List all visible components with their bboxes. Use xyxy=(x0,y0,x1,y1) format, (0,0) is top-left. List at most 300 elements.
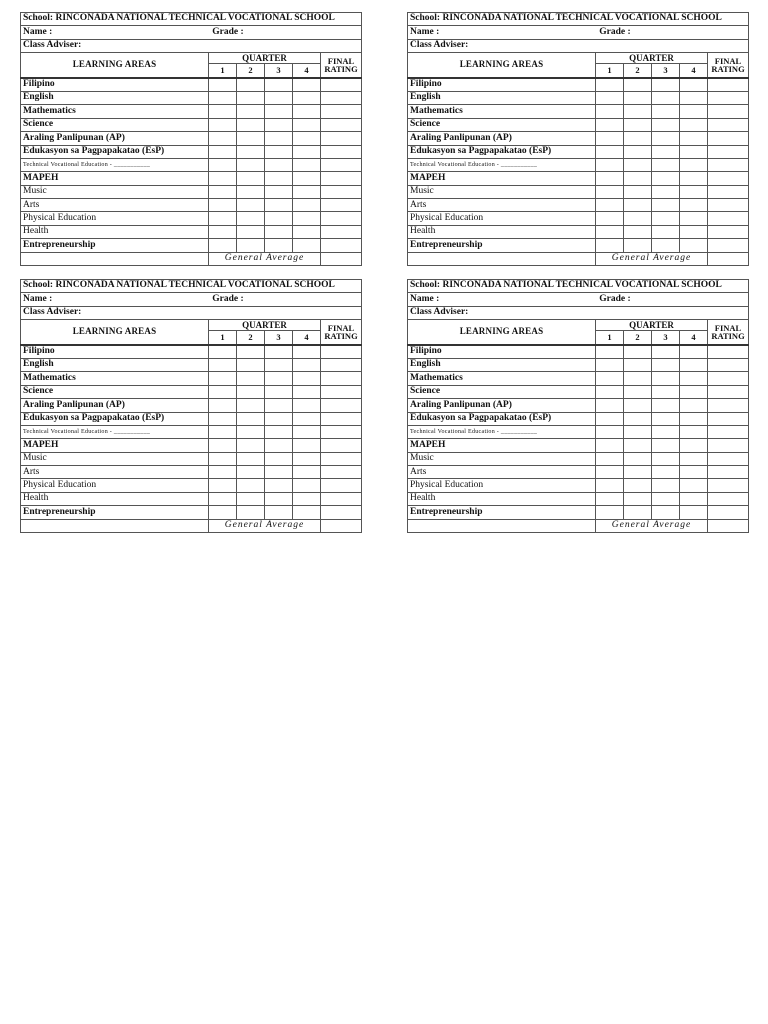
name-label: Name : xyxy=(410,293,440,304)
quarter-grade-cell xyxy=(652,105,680,118)
final-rating-header-line2: RATING xyxy=(711,330,745,341)
subject-row xyxy=(408,358,749,371)
adviser-row xyxy=(21,39,362,52)
quarter-grade-cell xyxy=(652,492,680,505)
final-rating-cell xyxy=(321,439,362,452)
subject-label: Mathematics xyxy=(21,105,209,118)
quarter-grade-cell xyxy=(237,399,265,412)
quarter-number: 1 xyxy=(209,64,237,78)
name-grade-row xyxy=(408,293,749,306)
subject-row xyxy=(21,452,362,465)
final-rating-cell xyxy=(708,118,749,131)
grades-table xyxy=(20,279,362,533)
quarter-grade-cell xyxy=(237,385,265,398)
subject-row xyxy=(408,506,749,519)
quarter-header: QUARTER xyxy=(596,53,708,64)
subject-row xyxy=(21,199,362,212)
quarter-grade-cell xyxy=(209,479,237,492)
subject-label: Araling Panlipunan (AP) xyxy=(21,132,209,145)
quarter-number: 2 xyxy=(624,331,652,345)
name-label: Name : xyxy=(23,26,53,37)
subject-label: Filipino xyxy=(21,345,209,359)
quarter-grade-cell xyxy=(293,185,321,198)
quarter-grade-cell xyxy=(237,345,265,359)
subject-row xyxy=(21,185,362,198)
quarter-grade-cell xyxy=(265,506,293,519)
quarter-grade-cell xyxy=(265,91,293,104)
subject-row xyxy=(408,212,749,225)
subject-label: Science xyxy=(408,118,596,131)
final-rating-cell xyxy=(321,185,362,198)
subject-label: Physical Education xyxy=(21,212,209,225)
subject-label: Health xyxy=(408,492,596,505)
quarter-grade-cell xyxy=(209,412,237,425)
quarter-grade-cell xyxy=(624,479,652,492)
subject-row xyxy=(408,145,749,158)
subject-label: Araling Panlipunan (AP) xyxy=(21,399,209,412)
quarter-grade-cell xyxy=(624,78,652,92)
quarter-grade-cell xyxy=(652,145,680,158)
quarter-grade-cell xyxy=(265,425,293,438)
subject-label: Edukasyon sa Pagpapakatao (EsP) xyxy=(408,145,596,158)
quarter-grade-cell xyxy=(652,439,680,452)
final-rating-cell xyxy=(321,358,362,371)
subject-label: Filipino xyxy=(408,78,596,92)
subject-row xyxy=(408,439,749,452)
quarter-grade-cell xyxy=(293,372,321,385)
final-rating-cell xyxy=(321,452,362,465)
school-row xyxy=(21,13,362,26)
quarter-number: 1 xyxy=(209,331,237,345)
final-rating-cell xyxy=(321,132,362,145)
quarter-grade-cell xyxy=(596,132,624,145)
final-rating-cell xyxy=(708,506,749,519)
quarter-grade-cell xyxy=(293,158,321,171)
quarter-grade-cell xyxy=(624,439,652,452)
quarter-grade-cell xyxy=(209,466,237,479)
subject-row xyxy=(21,425,362,438)
general-average-spacer xyxy=(21,519,209,532)
quarter-grade-cell xyxy=(237,185,265,198)
subject-label: Health xyxy=(21,225,209,238)
quarter-grade-cell xyxy=(237,358,265,371)
adviser-row xyxy=(408,39,749,52)
final-rating-cell xyxy=(321,225,362,238)
quarter-grade-cell xyxy=(265,172,293,185)
quarter-grade-cell xyxy=(652,225,680,238)
subject-label: Arts xyxy=(21,466,209,479)
adviser-row xyxy=(21,306,362,319)
quarter-grade-cell xyxy=(680,145,708,158)
report-card-top-right xyxy=(407,12,748,266)
subject-label: Science xyxy=(21,118,209,131)
quarter-grade-cell xyxy=(624,372,652,385)
final-rating-cell xyxy=(708,385,749,398)
school-label: School: RINCONADA NATIONAL TECHNICAL VOCATIONAL SCHOOL xyxy=(21,13,362,26)
quarter-grade-cell xyxy=(237,225,265,238)
quarter-grade-cell xyxy=(293,492,321,505)
quarter-grade-cell xyxy=(237,439,265,452)
final-rating-cell xyxy=(708,372,749,385)
subject-row xyxy=(408,452,749,465)
subject-label: Physical Education xyxy=(21,479,209,492)
quarter-number: 1 xyxy=(596,331,624,345)
quarter-grade-cell xyxy=(293,91,321,104)
subject-label: English xyxy=(408,91,596,104)
subject-row xyxy=(408,385,749,398)
general-average-cell xyxy=(321,519,362,532)
subject-row xyxy=(21,172,362,185)
grade-label: Grade : xyxy=(212,293,244,304)
quarter-grade-cell xyxy=(209,452,237,465)
quarter-grade-cell xyxy=(680,185,708,198)
quarter-grade-cell xyxy=(237,372,265,385)
subject-row xyxy=(21,91,362,104)
quarter-grade-cell xyxy=(652,199,680,212)
quarter-grade-cell xyxy=(624,212,652,225)
school-row xyxy=(408,13,749,26)
school-label: School: RINCONADA NATIONAL TECHNICAL VOCATIONAL SCHOOL xyxy=(408,13,749,26)
table-header-row xyxy=(408,320,749,331)
subject-row xyxy=(408,91,749,104)
quarter-grade-cell xyxy=(596,399,624,412)
subject-label: Mathematics xyxy=(408,372,596,385)
class-adviser-label: Class Adviser: xyxy=(21,306,362,319)
quarter-grade-cell xyxy=(652,385,680,398)
quarter-grade-cell xyxy=(265,199,293,212)
subject-label: MAPEH xyxy=(21,439,209,452)
quarter-grade-cell xyxy=(596,239,624,252)
quarter-grade-cell xyxy=(596,345,624,359)
general-average-spacer xyxy=(408,519,596,532)
quarter-grade-cell xyxy=(293,385,321,398)
quarter-grade-cell xyxy=(624,185,652,198)
subject-row xyxy=(21,385,362,398)
final-rating-cell xyxy=(321,479,362,492)
quarter-grade-cell xyxy=(680,199,708,212)
general-average-row xyxy=(408,519,749,532)
quarter-grade-cell xyxy=(680,239,708,252)
subject-label: Music xyxy=(21,185,209,198)
quarter-grade-cell xyxy=(652,212,680,225)
quarter-number: 1 xyxy=(596,64,624,78)
quarter-grade-cell xyxy=(652,358,680,371)
quarter-grade-cell xyxy=(265,372,293,385)
quarter-grade-cell xyxy=(596,385,624,398)
subject-row xyxy=(21,212,362,225)
final-rating-cell xyxy=(708,199,749,212)
quarter-grade-cell xyxy=(624,385,652,398)
subject-row xyxy=(408,105,749,118)
quarter-grade-cell xyxy=(209,439,237,452)
quarter-grade-cell xyxy=(680,385,708,398)
final-rating-header-line2: RATING xyxy=(324,63,358,74)
quarter-header: QUARTER xyxy=(209,320,321,331)
quarter-grade-cell xyxy=(209,172,237,185)
subject-label: Araling Panlipunan (AP) xyxy=(408,132,596,145)
subject-label: Mathematics xyxy=(21,372,209,385)
quarter-grade-cell xyxy=(624,132,652,145)
final-rating-cell xyxy=(708,399,749,412)
quarter-grade-cell xyxy=(237,199,265,212)
quarter-grade-cell xyxy=(265,145,293,158)
final-rating-cell xyxy=(321,466,362,479)
final-rating-cell xyxy=(321,158,362,171)
quarter-grade-cell xyxy=(624,199,652,212)
subject-label: Music xyxy=(21,452,209,465)
quarter-grade-cell xyxy=(209,399,237,412)
school-row xyxy=(408,280,749,293)
quarter-grade-cell xyxy=(293,225,321,238)
final-rating-cell xyxy=(708,185,749,198)
report-card-bottom-right xyxy=(407,279,748,533)
quarter-grade-cell xyxy=(237,105,265,118)
subject-row xyxy=(21,479,362,492)
quarter-grade-cell xyxy=(652,466,680,479)
quarter-grade-cell xyxy=(596,172,624,185)
quarter-grade-cell xyxy=(596,105,624,118)
subject-label: Arts xyxy=(408,466,596,479)
quarter-grade-cell xyxy=(293,132,321,145)
table-header-row xyxy=(21,320,362,331)
quarter-grade-cell xyxy=(680,372,708,385)
grade-label: Grade : xyxy=(599,293,631,304)
quarter-grade-cell xyxy=(596,212,624,225)
subject-row xyxy=(21,225,362,238)
subject-label: Music xyxy=(408,185,596,198)
final-rating-cell xyxy=(321,91,362,104)
final-rating-header xyxy=(321,53,362,78)
subject-row xyxy=(408,118,749,131)
learning-areas-header: LEARNING AREAS xyxy=(408,320,596,345)
quarter-grade-cell xyxy=(624,425,652,438)
quarter-grade-cell xyxy=(680,412,708,425)
subject-row xyxy=(21,372,362,385)
quarter-grade-cell xyxy=(680,132,708,145)
subject-row xyxy=(21,506,362,519)
quarter-grade-cell xyxy=(293,425,321,438)
quarter-grade-cell xyxy=(265,439,293,452)
name-label: Name : xyxy=(410,26,440,37)
quarter-grade-cell xyxy=(265,492,293,505)
quarter-number: 2 xyxy=(237,64,265,78)
grade-label: Grade : xyxy=(212,26,244,37)
quarter-grade-cell xyxy=(680,492,708,505)
table-header-row xyxy=(21,53,362,64)
quarter-number: 3 xyxy=(652,64,680,78)
final-rating-cell xyxy=(321,239,362,252)
subject-row xyxy=(21,132,362,145)
quarter-grade-cell xyxy=(596,479,624,492)
quarter-number: 4 xyxy=(293,64,321,78)
quarter-number: 3 xyxy=(652,331,680,345)
subject-row xyxy=(21,466,362,479)
final-rating-cell xyxy=(321,172,362,185)
subject-label: MAPEH xyxy=(408,439,596,452)
final-rating-cell xyxy=(708,412,749,425)
quarter-grade-cell xyxy=(596,439,624,452)
subject-label: Entrepreneurship xyxy=(408,239,596,252)
quarter-grade-cell xyxy=(680,105,708,118)
quarter-grade-cell xyxy=(209,78,237,92)
quarter-grade-cell xyxy=(265,212,293,225)
quarter-grade-cell xyxy=(596,91,624,104)
quarter-number: 2 xyxy=(237,331,265,345)
quarter-grade-cell xyxy=(680,158,708,171)
quarter-number: 4 xyxy=(680,64,708,78)
quarter-grade-cell xyxy=(209,372,237,385)
final-rating-cell xyxy=(708,358,749,371)
quarter-grade-cell xyxy=(265,158,293,171)
quarter-grade-cell xyxy=(624,358,652,371)
quarter-grade-cell xyxy=(680,225,708,238)
school-row xyxy=(21,280,362,293)
quarter-grade-cell xyxy=(293,358,321,371)
quarter-grade-cell xyxy=(237,506,265,519)
general-average-cell xyxy=(708,519,749,532)
quarter-grade-cell xyxy=(596,199,624,212)
quarter-grade-cell xyxy=(293,506,321,519)
final-rating-header-line1: FINAL xyxy=(327,322,355,333)
subject-row xyxy=(21,78,362,92)
final-rating-cell xyxy=(321,506,362,519)
subject-label: MAPEH xyxy=(21,172,209,185)
quarter-grade-cell xyxy=(293,172,321,185)
report-card-top-left xyxy=(20,12,361,266)
general-average-spacer xyxy=(408,252,596,265)
school-label: School: RINCONADA NATIONAL TECHNICAL VOCATIONAL SCHOOL xyxy=(21,280,362,293)
quarter-grade-cell xyxy=(237,425,265,438)
quarter-grade-cell xyxy=(209,425,237,438)
subject-label: Entrepreneurship xyxy=(21,506,209,519)
subject-label: MAPEH xyxy=(408,172,596,185)
quarter-grade-cell xyxy=(680,91,708,104)
quarter-grade-cell xyxy=(209,185,237,198)
quarter-grade-cell xyxy=(680,78,708,92)
quarter-grade-cell xyxy=(265,132,293,145)
quarter-number: 2 xyxy=(624,64,652,78)
quarter-grade-cell xyxy=(680,345,708,359)
quarter-grade-cell xyxy=(680,479,708,492)
general-average-label: General Average xyxy=(596,519,708,532)
final-rating-cell xyxy=(708,225,749,238)
final-rating-cell xyxy=(708,425,749,438)
final-rating-cell xyxy=(708,439,749,452)
quarter-grade-cell xyxy=(652,158,680,171)
quarter-grade-cell xyxy=(652,91,680,104)
quarter-grade-cell xyxy=(596,118,624,131)
subject-row xyxy=(21,158,362,171)
adviser-row xyxy=(408,306,749,319)
quarter-grade-cell xyxy=(680,118,708,131)
quarter-grade-cell xyxy=(680,506,708,519)
learning-areas-header: LEARNING AREAS xyxy=(21,53,209,78)
final-rating-cell xyxy=(708,132,749,145)
final-rating-header-line2: RATING xyxy=(324,330,358,341)
subject-label: Filipino xyxy=(21,78,209,92)
quarter-grade-cell xyxy=(680,466,708,479)
quarter-grade-cell xyxy=(680,358,708,371)
final-rating-cell xyxy=(321,385,362,398)
grades-table xyxy=(407,279,749,533)
final-rating-header xyxy=(708,320,749,345)
final-rating-header xyxy=(321,320,362,345)
quarter-grade-cell xyxy=(680,172,708,185)
quarter-grade-cell xyxy=(237,91,265,104)
subject-row xyxy=(21,412,362,425)
final-rating-cell xyxy=(708,105,749,118)
quarter-grade-cell xyxy=(624,145,652,158)
quarter-grade-cell xyxy=(624,172,652,185)
quarter-grade-cell xyxy=(293,439,321,452)
quarter-grade-cell xyxy=(237,412,265,425)
quarter-grade-cell xyxy=(624,399,652,412)
subject-row xyxy=(408,479,749,492)
final-rating-cell xyxy=(321,412,362,425)
general-average-row xyxy=(21,519,362,532)
final-rating-cell xyxy=(708,452,749,465)
quarter-grade-cell xyxy=(596,492,624,505)
subject-row xyxy=(21,105,362,118)
quarter-grade-cell xyxy=(596,412,624,425)
final-rating-header xyxy=(708,53,749,78)
quarter-grade-cell xyxy=(265,118,293,131)
quarter-grade-cell xyxy=(265,399,293,412)
subject-row xyxy=(21,399,362,412)
subject-row xyxy=(408,466,749,479)
final-rating-cell xyxy=(708,466,749,479)
final-rating-cell xyxy=(321,118,362,131)
final-rating-header-line1: FINAL xyxy=(714,55,742,66)
quarter-grade-cell xyxy=(624,91,652,104)
subject-label: Technical Vocational Education - ___________ xyxy=(21,425,209,438)
name-grade-row xyxy=(408,26,749,39)
general-average-row xyxy=(21,252,362,265)
quarter-grade-cell xyxy=(293,479,321,492)
subject-label: Edukasyon sa Pagpapakatao (EsP) xyxy=(408,412,596,425)
subject-label: Science xyxy=(408,385,596,398)
quarter-grade-cell xyxy=(596,452,624,465)
quarter-grade-cell xyxy=(265,466,293,479)
subject-label: Science xyxy=(21,385,209,398)
quarter-number: 3 xyxy=(265,331,293,345)
general-average-row xyxy=(408,252,749,265)
quarter-header: QUARTER xyxy=(596,320,708,331)
quarter-grade-cell xyxy=(209,118,237,131)
quarter-grade-cell xyxy=(237,239,265,252)
subject-label: Physical Education xyxy=(408,479,596,492)
quarter-grade-cell xyxy=(652,425,680,438)
subject-row xyxy=(408,492,749,505)
subject-label: Edukasyon sa Pagpapakatao (EsP) xyxy=(21,145,209,158)
quarter-grade-cell xyxy=(293,466,321,479)
quarter-grade-cell xyxy=(237,492,265,505)
subject-row xyxy=(408,185,749,198)
final-rating-cell xyxy=(321,372,362,385)
quarter-grade-cell xyxy=(624,118,652,131)
quarter-grade-cell xyxy=(265,385,293,398)
quarter-grade-cell xyxy=(237,452,265,465)
quarter-grade-cell xyxy=(209,199,237,212)
quarter-grade-cell xyxy=(237,158,265,171)
final-rating-cell xyxy=(321,105,362,118)
subject-row xyxy=(408,172,749,185)
quarter-grade-cell xyxy=(596,78,624,92)
name-grade-row xyxy=(21,26,362,39)
quarter-grade-cell xyxy=(624,158,652,171)
quarter-grade-cell xyxy=(624,492,652,505)
subject-row xyxy=(408,372,749,385)
